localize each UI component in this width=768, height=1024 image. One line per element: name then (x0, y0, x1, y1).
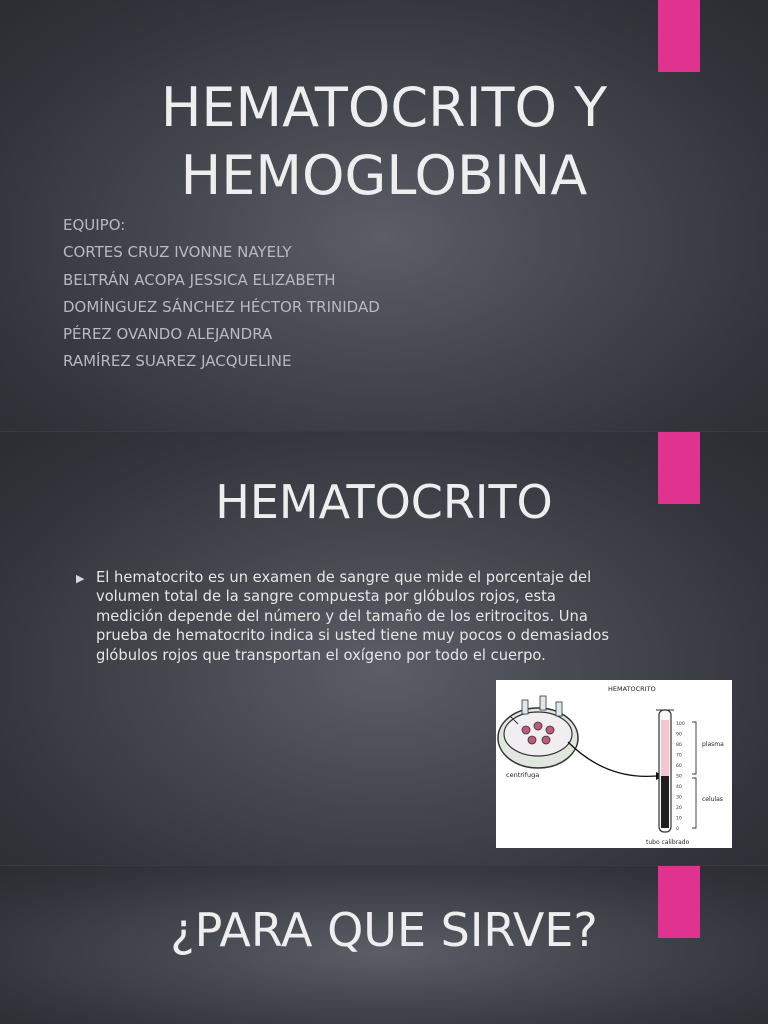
scale-tick-label: 10 (676, 816, 682, 822)
main-title-line-2: HEMOGLOBINA (180, 144, 588, 207)
figure-title: HEMATOCRITO (608, 685, 656, 693)
tube-scale (676, 721, 685, 832)
team-member: BELTRÁN ACOPA JESSICA ELIZABETH (63, 270, 336, 289)
scale-tick-label: 20 (676, 806, 682, 811)
calibrated-tube (656, 710, 674, 832)
scale-tick-label: 90 (676, 732, 682, 738)
hematocrit-diagram-svg (496, 680, 732, 848)
team-member: RAMÍREZ SUAREZ JACQUELINE (63, 352, 292, 371)
scale-tick-label: 100 (676, 722, 685, 727)
cells-brace (692, 778, 696, 828)
arrow-line (568, 742, 656, 776)
team-member: DOMÍNGUEZ SÁNCHEZ HÉCTOR TRINIDAD (63, 297, 380, 316)
triangle-bullet-icon: ▶ (76, 572, 85, 585)
accent-bar (658, 0, 700, 72)
scale-tick-label: 0 (676, 827, 679, 832)
hematocrit-diagram (496, 680, 732, 848)
scale-tick-label: 30 (676, 795, 682, 801)
slide-para-que-sirve (0, 866, 768, 1024)
team-member: PÉREZ OVANDO ALEJANDRA (63, 325, 273, 344)
plasma-label: plasma (702, 741, 724, 748)
scale-tick-label: 50 (676, 774, 682, 780)
section-title: ¿PARA QUE SIRVE? (170, 903, 598, 957)
section-title: HEMATOCRITO (215, 475, 553, 529)
plasma-brace (692, 722, 696, 774)
main-title (0, 74, 768, 210)
scale-tick-label: 70 (676, 753, 682, 759)
main-title-line-1: HEMATOCRITO Y (160, 76, 608, 139)
centrifuge-drawing (498, 696, 578, 768)
team-member: CORTES CRUZ IVONNE NAYELY (63, 243, 292, 262)
scale-tick-label: 40 (676, 785, 682, 790)
bullet-paragraph (76, 568, 621, 665)
slide-hematocrito (0, 432, 768, 866)
team-heading: EQUIPO: (63, 216, 126, 234)
centrifuge-label: centrifuga (506, 771, 540, 779)
slide-title (0, 0, 768, 432)
cells-label: celulas (702, 796, 723, 803)
bullet-text: El hematocrito es un examen de sangre que mide el porcentaje del volumen total de la sangre compuesta por glóbulos rojos, esta medición depende del número y del tamaño de los eritrocitos. Una prueba de hematocrito indica si usted tiene muy pocos o demasiados glóbulos rojos que transportan el oxígeno por todo el cuerpo. (96, 569, 609, 664)
scale-tick-label: 80 (676, 743, 682, 748)
scale-tick-label: 60 (676, 764, 682, 769)
tube-label: tubo calibrado (646, 839, 690, 846)
team-list (63, 212, 380, 376)
